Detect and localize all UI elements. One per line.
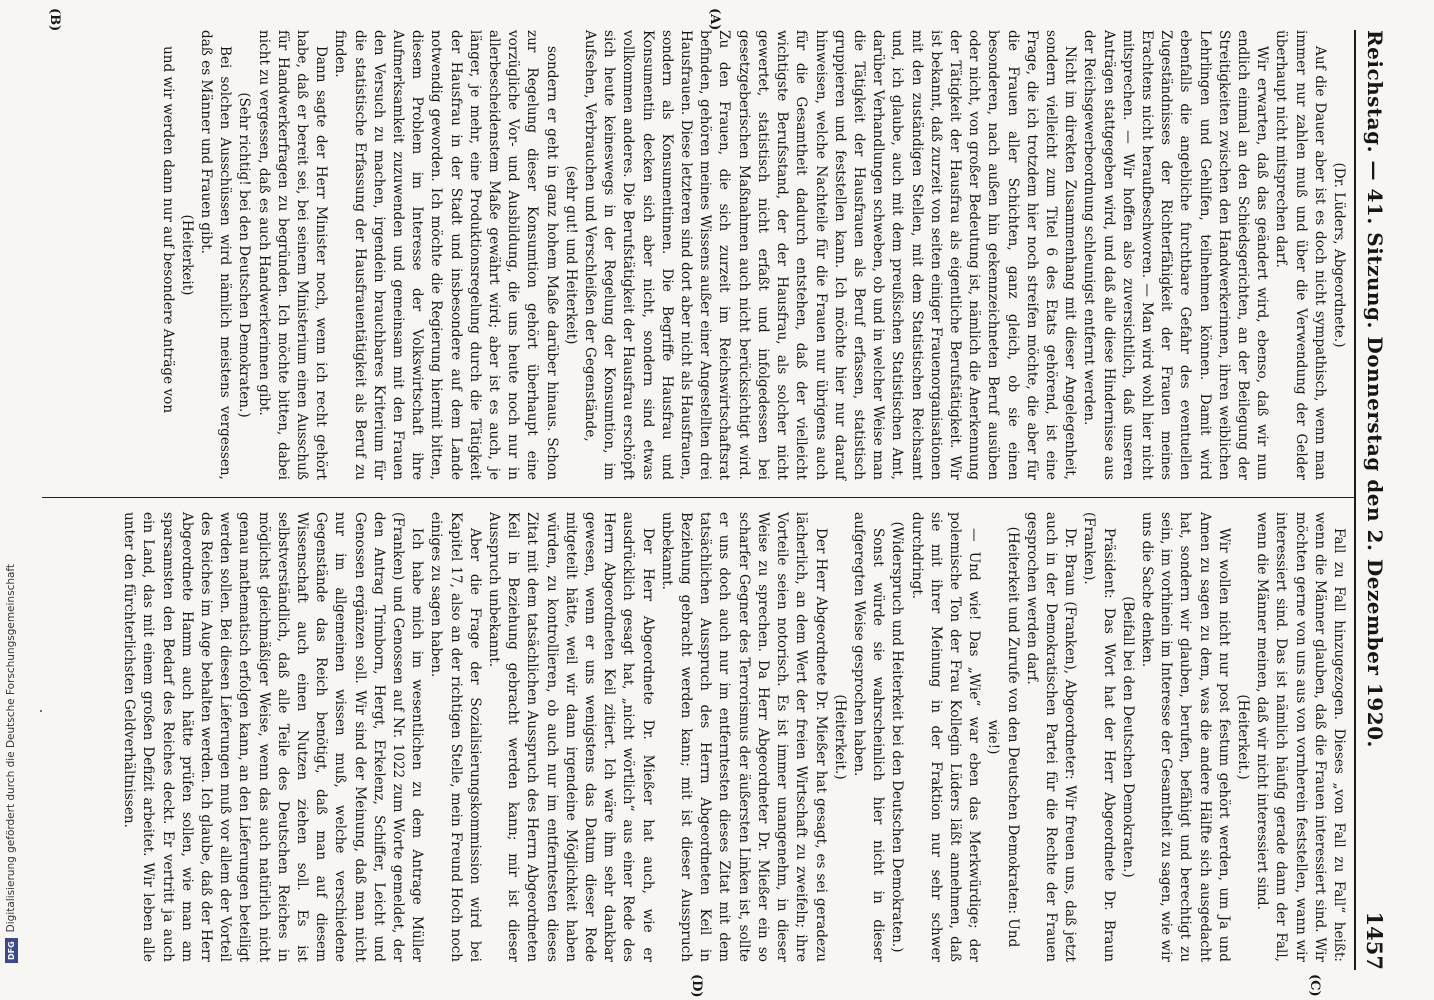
margin-marker-d: (D) xyxy=(689,974,704,998)
digitization-credit xyxy=(4,0,18,985)
margin-marker-a: (A) xyxy=(707,8,722,31)
left-column-paragraph: (Dr. Lüders, Abgeordnete.) xyxy=(1331,162,1347,348)
rotated-page xyxy=(42,8,1392,998)
left-column-paragraph: Auf die Dauer aber ist es doch nicht sympathisch, wenn man immer nur zahlen muß und über die Verwendung der Gelder überhaupt nicht mitsprechen darf. xyxy=(1273,30,1328,480)
right-column-paragraph: (Widerspruch und Heiterkeit bei den Deutschen Demokraten.) xyxy=(889,521,906,953)
header-rule xyxy=(1354,30,1356,970)
right-column-paragraph: Sonst würde sie wahrscheinlich hier nicht in dieser aufgeregten Weise gesprochen haben. xyxy=(850,512,887,962)
right-column-paragraph: Der Herr Abgeordnete Dr. Mießer hat gesagt, es sei geradezu lächerlich, an dem Wert der freien Wirtschaft zu zweifeln; ihre Vorteile seien notorisch. Es ist immer unangenehm, in dieser Weise zu sprechen. Da Herr Abgeordneter Dr. Mießer ein so scharfer Gegner des Terrorismus der äußersten Linken ist, sollte er uns doch auch nur im entferntesten dieses Zitat mit dem tatsächlichen Ausspruch des Herrn Abgeordneten Keil in Beziehung gebracht werden kann; mit ist dieser Ausspruch unbekannt. xyxy=(658,512,829,962)
running-title: Reichstag. — 41. Sitzung. Donnerstag den 2. Dezember 1920. xyxy=(1363,30,1387,749)
right-column-paragraph: Wir wollen nicht nur post festum gehört werden, um Ja und Amen zu sagen zu dem, was die andere Hälfte sich ausgedacht hat, sondern wir glauben, berufen, befähigt und berechtigt zu sein, im vorhinein im Interesse der Gesamtheit zu sagen, wie wir uns die Sache denken. xyxy=(1138,512,1232,962)
right-column-paragraph: (Heiterkeit.) xyxy=(1234,694,1251,780)
credit-text: Digitalisierung gefördert durch die Deutsche Forschungsgemeinschaft xyxy=(5,563,17,933)
left-column xyxy=(157,30,1348,480)
scan-speck xyxy=(40,710,42,712)
right-column xyxy=(119,512,1348,962)
page-number: 1457 xyxy=(1362,911,1388,970)
right-column-paragraph: Präsident: Das Wort hat der Herr Abgeordnete Dr. Braun (Franken). xyxy=(1081,512,1117,962)
left-column-paragraph: sondern er geht in ganz hohem Maße darüber hinaus. Schon zur Regelung dieser Konsumtion gehört überhaupt eine vorzügliche Vor- und Ausbildung, die uns heute noch nur in allerbescheidenstem Maße gewährt wird; aber ist es auch, je länger, je mehr, eine Produktionsregelung durch die Tätigkeit der Hausfrau in der Stadt und insbesondere auf dem Lande notwendig geworden. Ich möchte die Regierung hiermit bitten, diesem Problem im Interesse der Volkswirtschaft ihre Aufmerksamkeit zuzuwenden und gemeinsam mit den Frauen den Versuch zu machen, irgendein brauchbares Kriterium für die statistische Erfassung der Hausfrauentätigkeit als Beruf zu finden. xyxy=(332,30,560,480)
column-divider xyxy=(42,497,1354,498)
margin-marker-c: (C) xyxy=(1307,974,1322,997)
right-column-paragraph: — Und wie! Das „Wie“ war eben das Merkwürdige; der polemische Ton der Frau Kollegin Lüders läßt annehmen, daß sie mit ihrer Meinung in der Fraktion nur sehr schwer durchdringt. xyxy=(908,512,983,962)
right-column-paragraph: Ich habe mich im wesentlichen zu dem Antrage Müller (Franken) und Genossen auf Nr. 1022 zum Worte gemeldet, der den Antrag Trimborn, Hergt, Erkelenz, Schiffer, Leicht und Genossen ergänzen soll. Wir sind der Meinung, daß man nicht nur im allgemeinen wissen muß, welche verschiedene Gegenstände das Reich benötigt, daß man auf diesem Wissenschaft auch einen Nutzen ziehen soll. Es ist selbstverständlich, daß alle Teile des Deutschen Reiches in möglichst gleichmäßiger Weise, wenn das auch natürlich nicht genau mathematisch erfolgen kann, an den Lieferungen beteiligt werden sollen. Bei diesen Lieferungen muß vor allem der Vorteil des Reiches im Auge behalten werden. Ich glaube, daß der Herr Abgeordnete Hamm auch hätte prüfen sollen, wie man am sparsamsten den Bedarf des Reiches deckt. Er vertritt ja auch ein Land, das mit einem großen Defizit arbeitet. Wir leben alle unter den fürchterlichsten Geldverhältnissen. xyxy=(121,512,426,962)
left-column-paragraph: (Sehr richtig! bei den Deutschen Demokraten.) xyxy=(236,92,253,418)
right-column-paragraph: (Beifall bei den Deutschen Demokraten.) xyxy=(1119,596,1136,878)
left-column-paragraph: Nicht im direkten Zusammenhang mit dieser Angelegenheit, sondern vielleicht zum Titel 6 des Etats gehörend, ist eine Frage, die ich trotzdem hier noch streifen möchte, die aber für die Frauen aller Schichten, ganz gleich, ob sie einen besonderen, nach außen hin gekennzeichneten Beruf ausüben oder nicht, von großer Bedeutung ist, nämlich die Anerkennung der Tätigkeit der Hausfrau als eigentliche Berufstätigkeit. Wir ist bekannt, daß zurzeit von seiten einiger Frauenorganisationen mit den zuständigen Stellen, mit dem Statistischen Reichsamt und, ich glaube, auch mit dem preußischen Statistischen Amt, darüber Verhandlungen schweben, ob und in welcher Weise man die Tätigkeit der Hausfrauen als Beruf erfassen, statistisch gruppieren und feststellen kann. Ich möchte hier nur darauf hinweisen, welche Nachteile für die Frauen nur übrigens auch für die Gesamtheit dadurch entstehen, daß der vielleicht wichtigste Berufsstand, der der Hausfrau, als solcher nicht gewertet, statistisch nicht erfaßt und infolgedessen bei gesetzgeberischen Maßnahmen auch nicht berücksichtigt wird. Zu den Frauen, die sich zurzeit im Reichswirtschaftsrat befinden, gehören meines Wissens außer einer Angestellten drei Hausfrauen. Diese letzteren sind dort aber nicht als Hausfrauen, sondern als Konsumentinnen. Die Begriffe Hausfrau und Konsumentin decken sich aber nicht, sondern sind etwas vollkommen anderes. Die Berufstätigkeit der Hausfrau erschöpft sich heute keineswegs in der Regelung der Konsumtion, im Aufsehen, Verbrauchen und Verschleißen der Gegenstände, xyxy=(582,30,1079,480)
right-column-paragraph: Aber die Frage der Sozialisierungskommission wird bei Kapitel 17, also an der richtigen Stelle, mein Freund Hoch noch einiges zu sagen haben. xyxy=(428,512,483,962)
right-column-paragraph: Fall zu Fall hinzugezogen. Dieses „von Fall zu Fall“ heißt: wenn die Männer glauben, daß die Frauen interessiert sind. Wir möchten gerne von uns aus von vornherein feststellen, wann wir interessiert sind. Das ist nämlich häufig gerade dann der Fall, wenn die Männer meinen, daß wir nicht interessiert sind. xyxy=(1254,512,1347,962)
left-column-paragraph: Bei solchen Ausschüssen wird nämlich meistens vergessen, daß es Männer und Frauen gibt. xyxy=(198,30,234,480)
right-column-paragraph: (Heiterkeit.) xyxy=(831,694,848,780)
left-column-paragraph: (Heiterkeit) xyxy=(178,214,195,296)
right-column-paragraph: Der Herr Abgeordnete Dr. Mießer hat auch, wie er ausdrücklich gesagt hat, „nicht wörtlich“ aus einer Rede des Herrn Abgeordneten Keil zitiert. Ich wäre ihm sehr dankbar gewesen, wenn er uns wenigstens das Datum dieser Rede mitgeteilt hätte, weil wir dann irgendeine Möglichkeit haben würden, zu kontrollieren, ob auch nur im entferntesten dieses Zitat mit dem tatsächlichen Ausspruch des Herrn Abgeordneten Keil in Beziehung gebracht werden kann; mir ist dieser Ausspruch unbekannt. xyxy=(486,512,656,962)
margin-marker-b: (B) xyxy=(47,8,62,32)
dfg-logo: DFG xyxy=(5,938,18,963)
page-header xyxy=(1358,30,1392,970)
left-column-paragraph: Wir erwarten, daß das geändert wird, ebenso, daß wir nun endlich einmal an den Schiedsgerichten, an der Beilegung der Streitigkeiten zwischen den Handwerkerinnen, ihren weiblichen Lehrlingen und Gehilfen, teilnehmen können. Damit wird ebenfalls die angebliche furchtbare Gefahr des eventuellen Zugeständnisses der Richterfähigkeit der Frauen meines Erachtens nicht heraufbeschworen. — Man wird wohl hier nicht mitsprechen. — Wir hoffen also zuversichtlich, daß unseren Anträgen stattgegeben wird, und daß alle diese Hindernisse aus der Reichsgewerbeordnung schleunigst entfernt werden. xyxy=(1081,30,1271,480)
right-column-paragraph: (Heiterkeit und Zurufe von den Deutschen Demokraten: Und wie!) xyxy=(985,526,1021,948)
right-column-paragraph: Dr. Braun (Franken), Abgeordneter: Wir freuen uns, daß jetzt auch in der Demokratischen Partei für die Rechte der Frauen gesprochen werden darf. xyxy=(1023,512,1079,962)
left-column-paragraph: Dann sagte der Herr Minister noch, wenn ich recht gehört habe, daß er bereit sei, bei seinem Ministerium einen Ausschuß für Handwerkerfragen zu begründen. Ich möchte bitten, dabei nicht zu vergessen, daß es auch Handwerkerinnen gibt. xyxy=(255,30,330,480)
left-column-paragraph: und wir werden dann nur auf besondere Anträge von xyxy=(159,46,176,414)
left-column-paragraph: (sehr gut! und Heiterkeit) xyxy=(562,165,579,345)
